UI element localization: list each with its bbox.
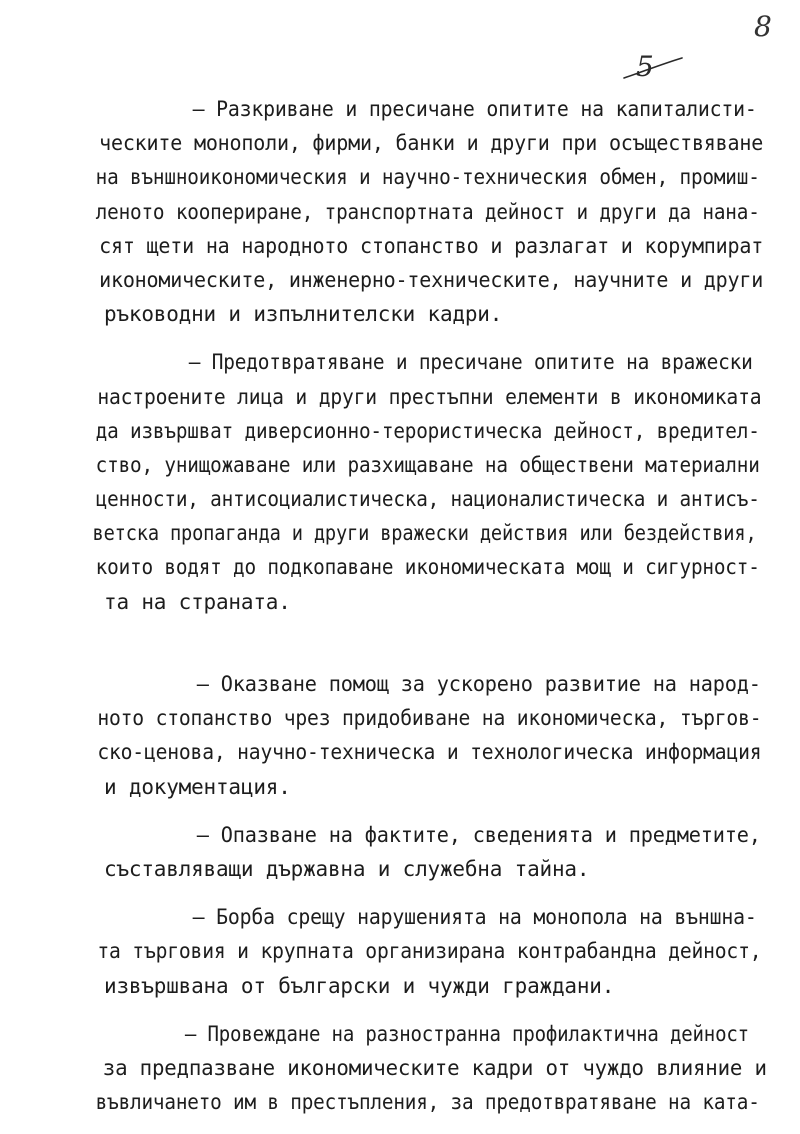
paragraph — [0, 667, 800, 804]
text-line: ното стопанство чрез придобиване на икономическа, търгов- — [97, 706, 762, 731]
text-line: – Борба срещу нарушенията на монопола на външна- — [192, 905, 757, 930]
document-body — [0, 92, 800, 1119]
text-line: – Оказване помощ за ускорено развитие на народ- — [196, 672, 761, 696]
paragraph — [0, 818, 800, 886]
paragraph — [0, 92, 800, 331]
text-line: да извършват диверсионно-терористическа дейност, вредител- — [95, 418, 760, 443]
handwritten-page-number: 5 — [636, 50, 654, 83]
text-line: ценности, антисоциалистическа, националистическа и антисъ- — [95, 487, 760, 512]
paragraph — [0, 1017, 800, 1120]
text-line: настроените лица и други престъпни елементи в икономиката — [97, 384, 762, 409]
text-line: на външноикономическия и научно-техническия обмен, промиш- — [95, 165, 760, 190]
text-line: сят щети на народното стопанство и разлагат и корумпират — [99, 233, 764, 258]
text-line: ческите монополи, фирми, банки и други при осъществяване — [99, 131, 764, 156]
text-line: ръководни и изпълнителски кадри. — [104, 302, 503, 327]
paragraph — [0, 900, 800, 1003]
text-line: – Опазване на фактите, сведенията и предметите, — [196, 822, 761, 847]
text-line: които водят до подкопаване икономическата мощ и сигурност- — [95, 555, 760, 580]
text-line: – Провеждане на разностранна профилактична дейност — [184, 1021, 749, 1046]
handwritten-archive-number: 8 — [754, 10, 772, 43]
text-line: за предпазване икономическите кадри от чуждо влияние и — [102, 1055, 767, 1080]
text-line: въвличането им в престъпления, за предотвратяване на ката- — [95, 1090, 760, 1115]
text-line: икономическите, инженерно-техническите, научните и други — [99, 267, 764, 292]
text-line: – Разкриване и пресичане опитите на капиталисти- — [192, 97, 757, 121]
page-number-strike-mark — [622, 56, 684, 86]
text-line: та търговия и крупната организирана контрабандна дейност, — [97, 939, 762, 964]
paragraph — [0, 345, 800, 653]
text-line: ветска пропаганда и други вражески действия или бездействия, — [92, 521, 757, 546]
text-line: и документация. — [104, 774, 291, 799]
text-line — [0, 619, 800, 653]
text-line: съставляващи държавна и служебна тайна. — [104, 856, 590, 881]
text-line: ство, унищожаване или разхищаване на обществени материални — [95, 452, 760, 477]
text-line: ско-ценова, научно-техническа и технологическа информация — [97, 740, 762, 765]
text-line: леното коопериране, транспортната дейност и други да нана- — [95, 199, 760, 224]
text-line: – Предотвратяване и пресичане опитите на вражески — [188, 350, 753, 375]
text-line: та на страната. — [104, 589, 291, 614]
text-line: извършвана от български и чужди граждани. — [104, 973, 615, 998]
